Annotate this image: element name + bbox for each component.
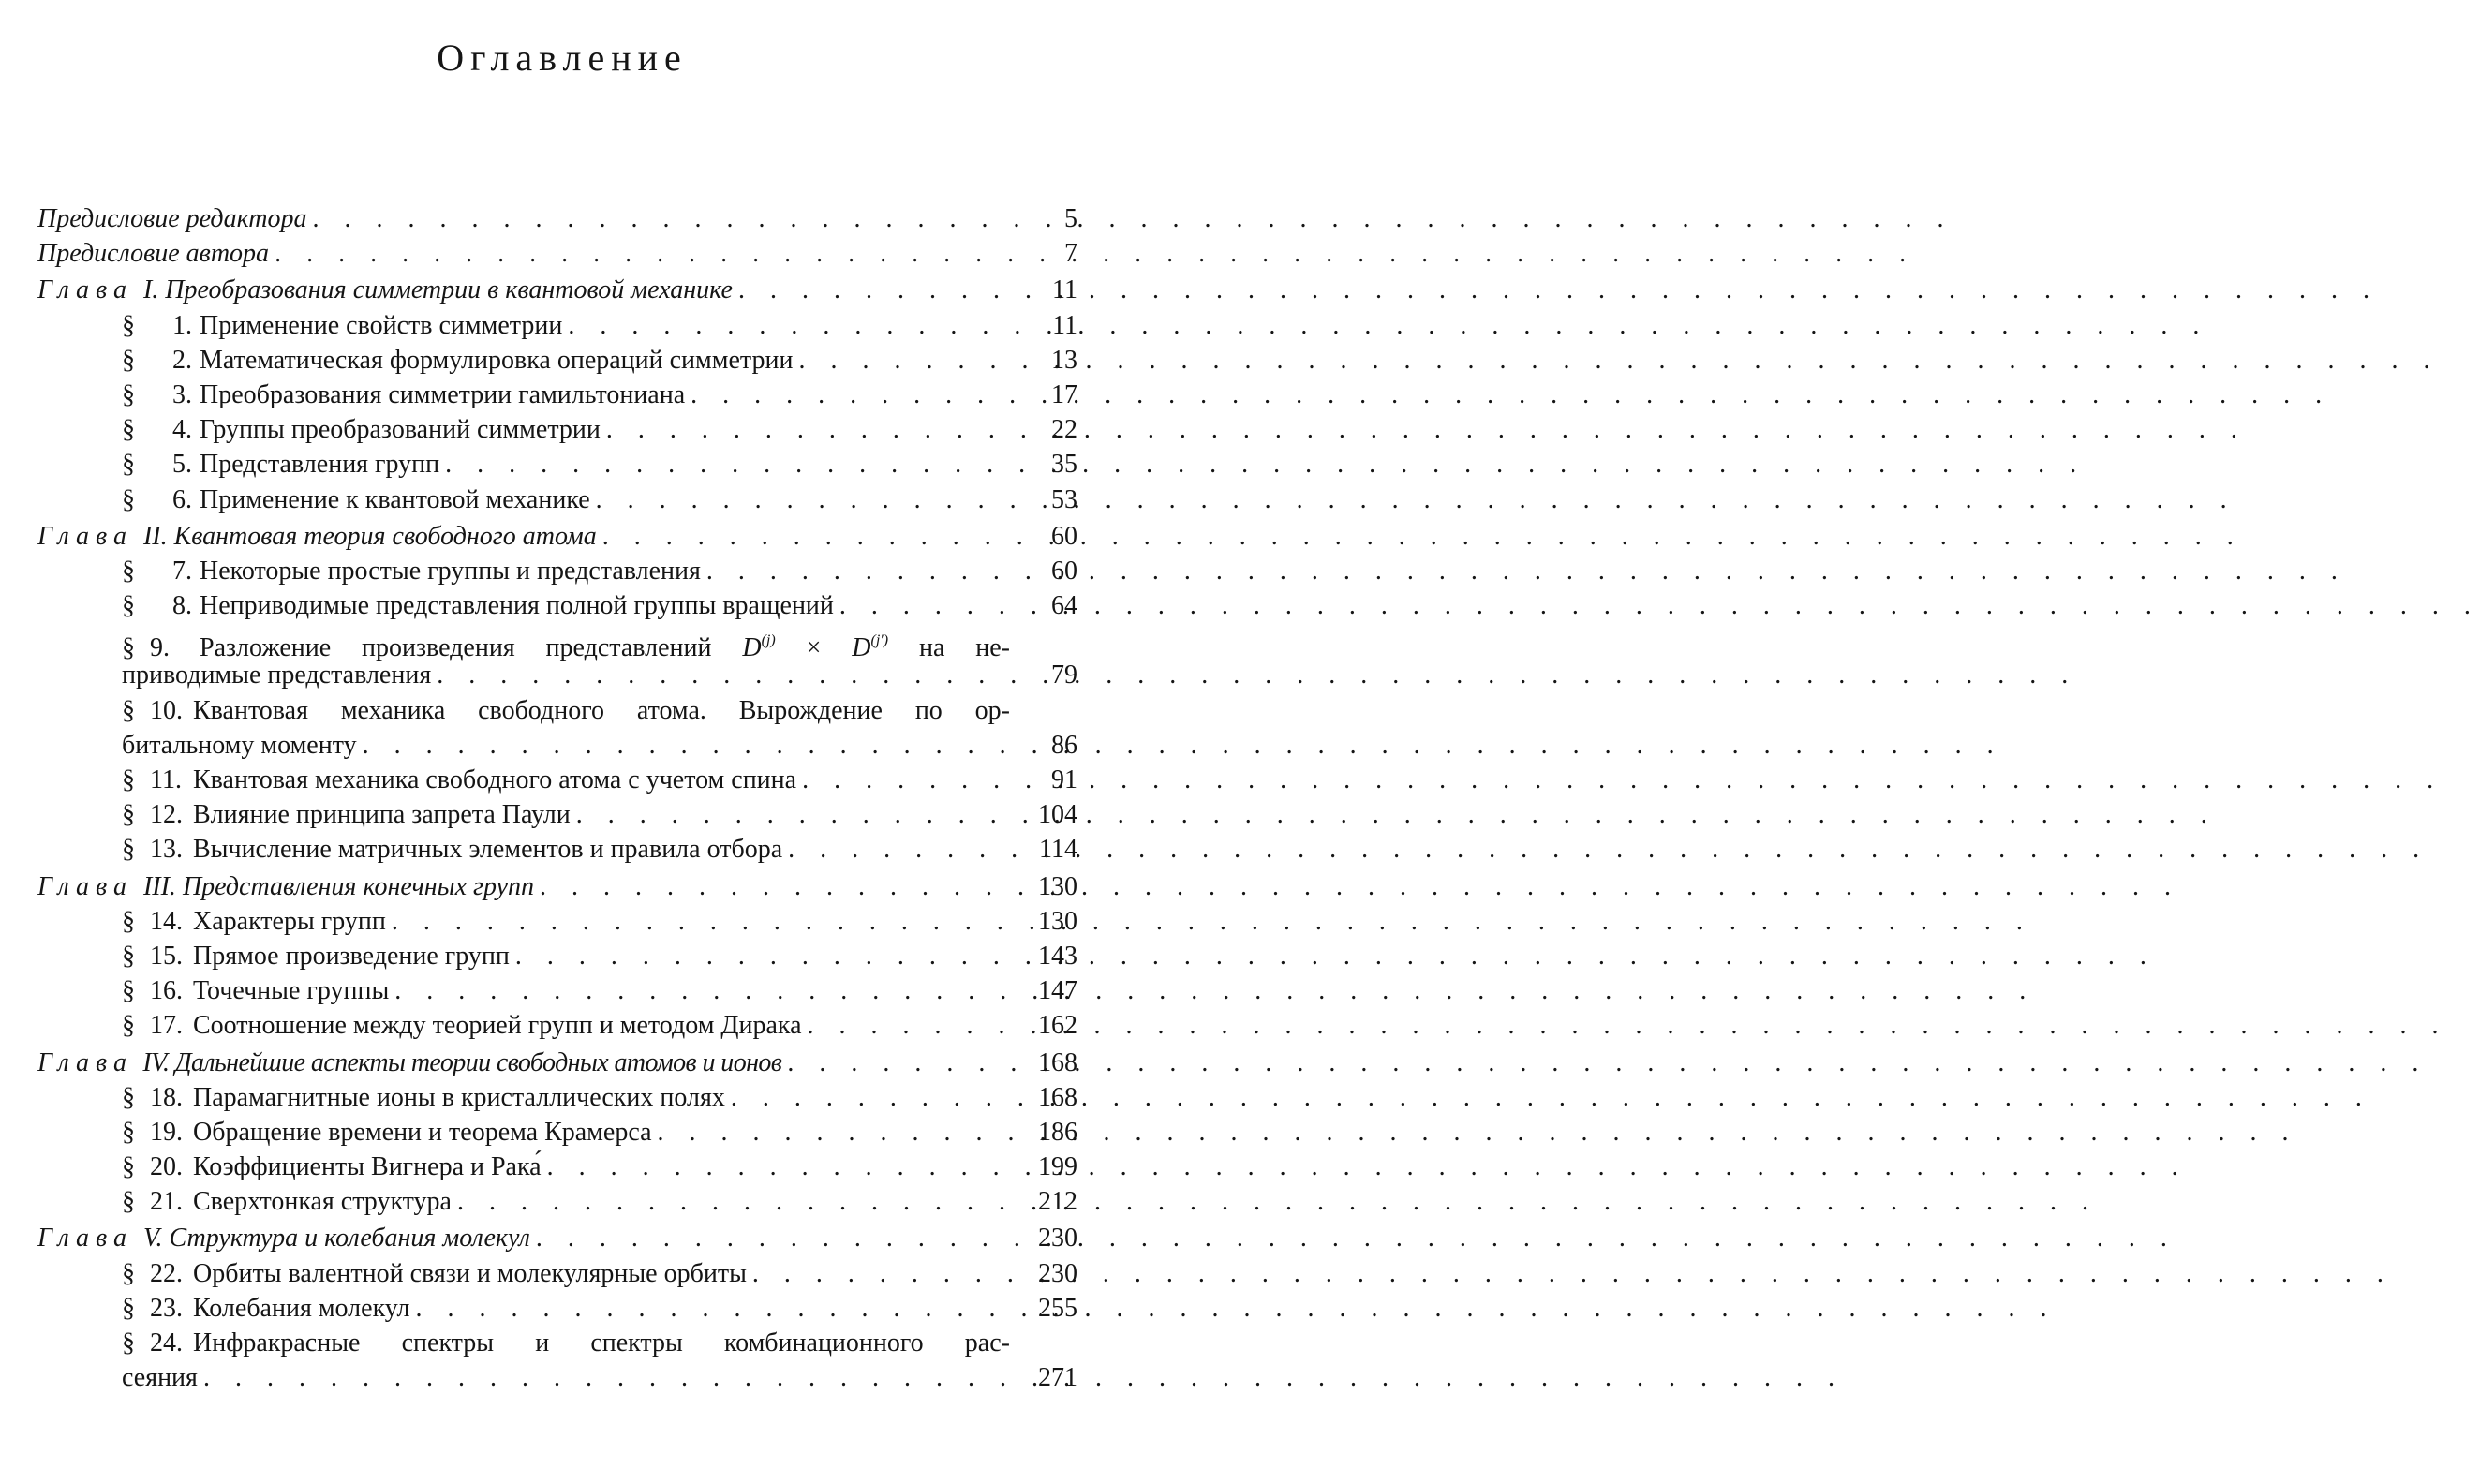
- toc-section-3[interactable]: [37, 378, 1077, 412]
- toc-section-4[interactable]: [37, 412, 1077, 447]
- chapter-numeral: I.: [142, 275, 159, 305]
- section-title-continued: приводимые представления: [122, 660, 432, 690]
- section-number: 2.: [172, 345, 192, 375]
- section-number: 22.: [150, 1258, 183, 1288]
- dot-leader: [602, 519, 1012, 554]
- dot-leader: [445, 447, 1012, 482]
- section-title-part: Квантовая механика свободного атома. Вырождение по ор-: [193, 695, 1010, 725]
- toc-section-21[interactable]: [37, 1184, 1077, 1219]
- section-number: 3.: [172, 379, 192, 409]
- section-number: 4.: [172, 415, 192, 445]
- section-sign: §: [122, 1011, 135, 1041]
- chapter-numeral: V.: [142, 1224, 163, 1254]
- section-number: 13.: [150, 835, 183, 865]
- chapter-numeral: III.: [142, 871, 176, 901]
- section-number: 9.: [150, 633, 170, 663]
- section-number: 5.: [172, 450, 192, 480]
- math-symbol: D: [742, 633, 762, 663]
- section-number: 6.: [172, 484, 192, 514]
- section-sign: §: [122, 379, 135, 409]
- page-number: 13: [1051, 345, 1077, 375]
- dot-leader: [808, 1008, 1012, 1043]
- section-title: Применение свойств симметрии: [200, 310, 563, 340]
- section-sign: §: [122, 800, 135, 830]
- toc-section-15[interactable]: [37, 939, 1077, 973]
- chapter-word: Глава: [37, 521, 133, 551]
- chapter-title: Квантовая теория свободного атома: [173, 521, 597, 551]
- page-number: 60: [1051, 521, 1077, 551]
- dot-leader: [706, 554, 1012, 588]
- section-title-continued: сеяния: [122, 1363, 198, 1393]
- page-number: 7: [1064, 239, 1077, 269]
- dot-leader: [203, 1360, 1012, 1395]
- times-symbol: ×: [806, 633, 822, 663]
- page-number: 199: [1038, 1152, 1077, 1182]
- toc-section-8[interactable]: [37, 588, 1077, 623]
- page-number: 22: [1051, 415, 1077, 445]
- section-number: 16.: [150, 976, 183, 1006]
- section-title: Орбиты валентной связи и молекулярные орбиты: [193, 1258, 747, 1288]
- section-number: 10.: [150, 695, 183, 725]
- dot-leader: [568, 308, 1012, 343]
- toc-section-11[interactable]: [37, 763, 1077, 797]
- section-number: 20.: [150, 1152, 183, 1182]
- toc-chapter-2[interactable]: [37, 519, 1077, 554]
- dot-leader: [540, 869, 1012, 904]
- entry-title: Предисловие редактора: [37, 204, 307, 233]
- section-sign: §: [122, 345, 135, 375]
- section-title: Характеры групп: [193, 906, 386, 936]
- section-sign: §: [122, 556, 135, 586]
- section-number: 24.: [150, 1328, 183, 1358]
- section-sign: §: [122, 1328, 135, 1358]
- section-sign: §: [122, 633, 135, 663]
- section-sign: §: [122, 941, 135, 971]
- toc-section-18[interactable]: [37, 1080, 1077, 1115]
- chapter-heading: [37, 519, 597, 554]
- page-number: 104: [1038, 800, 1077, 830]
- chapter-word: Глава: [37, 871, 133, 901]
- page-number: 186: [1038, 1117, 1077, 1147]
- toc-section-22[interactable]: [37, 1256, 1077, 1291]
- section-title: Прямое произведение групп: [193, 941, 510, 971]
- section-number: 18.: [150, 1082, 183, 1112]
- toc-section-7[interactable]: [37, 554, 1077, 588]
- section-title: Вычисление матричных элементов и правила отбора: [193, 835, 783, 865]
- page-number: 130: [1038, 906, 1077, 936]
- page-number: 230: [1038, 1224, 1077, 1254]
- section-title: Коэффициенты Вигнера и Рака́: [193, 1152, 542, 1182]
- section-sign: §: [122, 906, 135, 936]
- chapter-heading: [37, 1221, 530, 1255]
- section-title: Некоторые простые группы и представления: [200, 556, 701, 586]
- section-title: Парамагнитные ионы в кристаллических полях: [193, 1082, 725, 1112]
- page-number: 168: [1038, 1047, 1077, 1077]
- section-sign: §: [122, 1187, 135, 1217]
- page-number: 64: [1051, 591, 1077, 621]
- section-number: 8.: [172, 591, 192, 621]
- dot-leader: [738, 273, 1012, 307]
- chapter-word: Глава: [37, 1224, 133, 1254]
- chapter-title: Структура и колебания молекул: [169, 1224, 530, 1254]
- dot-leader: [596, 482, 1012, 517]
- section-title-part: Инфракрасные спектры и спектры комбинационного рас-: [193, 1328, 1010, 1358]
- section-sign: §: [122, 976, 135, 1006]
- toc-section-24-line1[interactable]: [37, 1326, 1077, 1360]
- math-superscript: (j′): [870, 632, 889, 649]
- dot-leader: [457, 1184, 1012, 1219]
- chapter-heading: [37, 869, 534, 904]
- page-number: 53: [1051, 484, 1077, 514]
- toc-section-19[interactable]: [37, 1115, 1077, 1150]
- dot-leader: [416, 1291, 1012, 1326]
- chapter-title: Преобразования симметрии в квантовой механике: [165, 275, 733, 305]
- section-sign: §: [122, 1152, 135, 1182]
- toc-section-20[interactable]: [37, 1150, 1077, 1184]
- section-title: Обращение времени и теорема Крамерса: [193, 1117, 652, 1147]
- dot-leader: [606, 412, 1012, 447]
- toc-section-5[interactable]: [37, 447, 1077, 482]
- toc-section-6[interactable]: [37, 482, 1077, 517]
- entry-title: Предисловие автора: [37, 239, 270, 269]
- section-title: Колебания молекул: [193, 1293, 410, 1323]
- chapter-numeral: IV.: [142, 1047, 170, 1077]
- dot-leader: [313, 201, 1012, 236]
- section-sign: §: [122, 835, 135, 865]
- section-number: 1.: [172, 310, 192, 340]
- dot-leader: [798, 343, 1012, 378]
- dot-leader: [731, 1080, 1012, 1115]
- section-sign: §: [122, 765, 135, 794]
- dot-leader: [363, 728, 1012, 763]
- section-title: Математическая формулировка операций симметрии: [200, 345, 794, 375]
- dot-leader: [788, 832, 1012, 867]
- page-number: 230: [1038, 1258, 1077, 1288]
- section-sign: §: [122, 1293, 135, 1323]
- dot-leader: [787, 1046, 1012, 1080]
- dot-leader: [536, 1221, 1012, 1255]
- section-number: 11.: [150, 765, 182, 794]
- page-number: 212: [1038, 1187, 1077, 1217]
- section-title: Соотношение между теорией групп и методом Дирака: [193, 1011, 802, 1041]
- page-number: 11: [1052, 310, 1077, 340]
- chapter-title: Дальнейшие аспекты теории свободных атомов и ионов: [174, 1047, 782, 1077]
- toc-entry-editor-preface[interactable]: [37, 201, 1077, 236]
- section-number: 15.: [150, 941, 183, 971]
- toc-section-13[interactable]: [37, 832, 1077, 867]
- toc-chapter-3[interactable]: [37, 869, 1077, 904]
- chapter-word: Глава: [37, 1047, 133, 1077]
- section-sign: §: [122, 1117, 135, 1147]
- toc-chapter-4[interactable]: [37, 1046, 1077, 1080]
- toc-section-10-line1[interactable]: [37, 693, 1077, 728]
- chapter-numeral: II.: [142, 521, 168, 551]
- page-number: 79: [1051, 660, 1077, 690]
- page-number: 162: [1038, 1011, 1077, 1041]
- section-number: 21.: [150, 1187, 183, 1217]
- math-symbol: D: [852, 633, 871, 663]
- page-number: 255: [1038, 1293, 1077, 1323]
- toc-section-24-line2[interactable]: [37, 1360, 1077, 1395]
- section-sign: §: [122, 450, 135, 480]
- page-number: 5: [1064, 204, 1077, 233]
- chapter-heading: [37, 1046, 781, 1080]
- dot-leader: [515, 939, 1012, 973]
- dot-leader: [394, 973, 1012, 1008]
- toc-section-1[interactable]: [37, 308, 1077, 343]
- page-number: 11: [1052, 275, 1077, 305]
- toc-section-23[interactable]: [37, 1291, 1077, 1326]
- section-title: Точечные группы: [193, 976, 390, 1006]
- section-number: 23.: [150, 1293, 183, 1323]
- section-title: Группы преобразований симметрии: [200, 415, 601, 445]
- section-sign: §: [122, 415, 135, 445]
- dot-leader: [547, 1150, 1012, 1184]
- toc-section-14[interactable]: [37, 904, 1077, 939]
- section-title-continued: битальному моменту: [122, 730, 357, 760]
- section-number: 7.: [172, 556, 192, 586]
- section-title: Применение к квантовой механике: [200, 484, 590, 514]
- dot-leader: [658, 1115, 1012, 1150]
- toc-chapter-1[interactable]: [37, 273, 1077, 307]
- chapter-heading: [37, 273, 733, 307]
- section-number: 17.: [150, 1011, 183, 1041]
- page-number: 86: [1051, 730, 1077, 760]
- page-number: 91: [1051, 765, 1077, 794]
- page-number: 35: [1051, 450, 1077, 480]
- dot-leader: [437, 658, 1012, 692]
- section-title: Влияние принципа запрета Паули: [193, 800, 571, 830]
- section-sign: §: [122, 591, 135, 621]
- section-title-part: на не-: [918, 633, 1010, 663]
- toc-section-2[interactable]: [37, 343, 1077, 378]
- section-sign: §: [122, 695, 135, 725]
- table-of-contents: [37, 201, 1077, 1395]
- page-number: 147: [1038, 976, 1077, 1006]
- page-number: 168: [1038, 1082, 1077, 1112]
- section-number: 14.: [150, 906, 183, 936]
- page-number: 17: [1051, 379, 1077, 409]
- section-sign: §: [122, 484, 135, 514]
- page-number: 130: [1038, 871, 1077, 901]
- toc-section-16[interactable]: [37, 973, 1077, 1008]
- section-sign: §: [122, 1258, 135, 1288]
- section-number: 12.: [150, 800, 183, 830]
- section-title: Преобразования симметрии гамильтониана: [200, 379, 686, 409]
- dot-leader: [802, 763, 1012, 797]
- section-number: 19.: [150, 1117, 183, 1147]
- chapter-title: Представления конечных групп: [182, 871, 535, 901]
- dot-leader: [392, 904, 1012, 939]
- page-number: 60: [1051, 556, 1077, 586]
- toc-section-17[interactable]: [37, 1008, 1077, 1043]
- section-sign: §: [122, 1082, 135, 1112]
- math-superscript: (j): [761, 632, 776, 649]
- section-title: Квантовая механика свободного атома с учетом спина: [193, 765, 797, 794]
- section-title: Сверхтонкая структура: [193, 1187, 452, 1217]
- toc-entry-author-preface[interactable]: [37, 236, 1077, 271]
- page-number: 114: [1039, 835, 1077, 865]
- toc-section-9-line1[interactable]: [37, 623, 1077, 663]
- section-title: Представления групп: [200, 450, 440, 480]
- toc-section-9-line2[interactable]: [37, 658, 1077, 692]
- section-title-part: Разложение произведения представлений: [200, 633, 712, 663]
- dot-leader: [691, 378, 1012, 412]
- chapter-word: Глава: [37, 275, 133, 305]
- dot-leader: [839, 588, 1012, 623]
- dot-leader: [752, 1256, 1012, 1291]
- dot-leader: [576, 797, 1012, 832]
- page-title: Оглавление: [437, 37, 688, 79]
- toc-section-12[interactable]: [37, 797, 1077, 832]
- toc-section-10-line2[interactable]: [37, 728, 1077, 763]
- toc-chapter-5[interactable]: [37, 1221, 1077, 1255]
- dot-leader: [275, 236, 1012, 271]
- page-number: 143: [1038, 941, 1077, 971]
- section-title: Неприводимые представления полной группы вращений: [200, 591, 834, 621]
- section-sign: §: [122, 310, 135, 340]
- page-number: 271: [1038, 1363, 1077, 1393]
